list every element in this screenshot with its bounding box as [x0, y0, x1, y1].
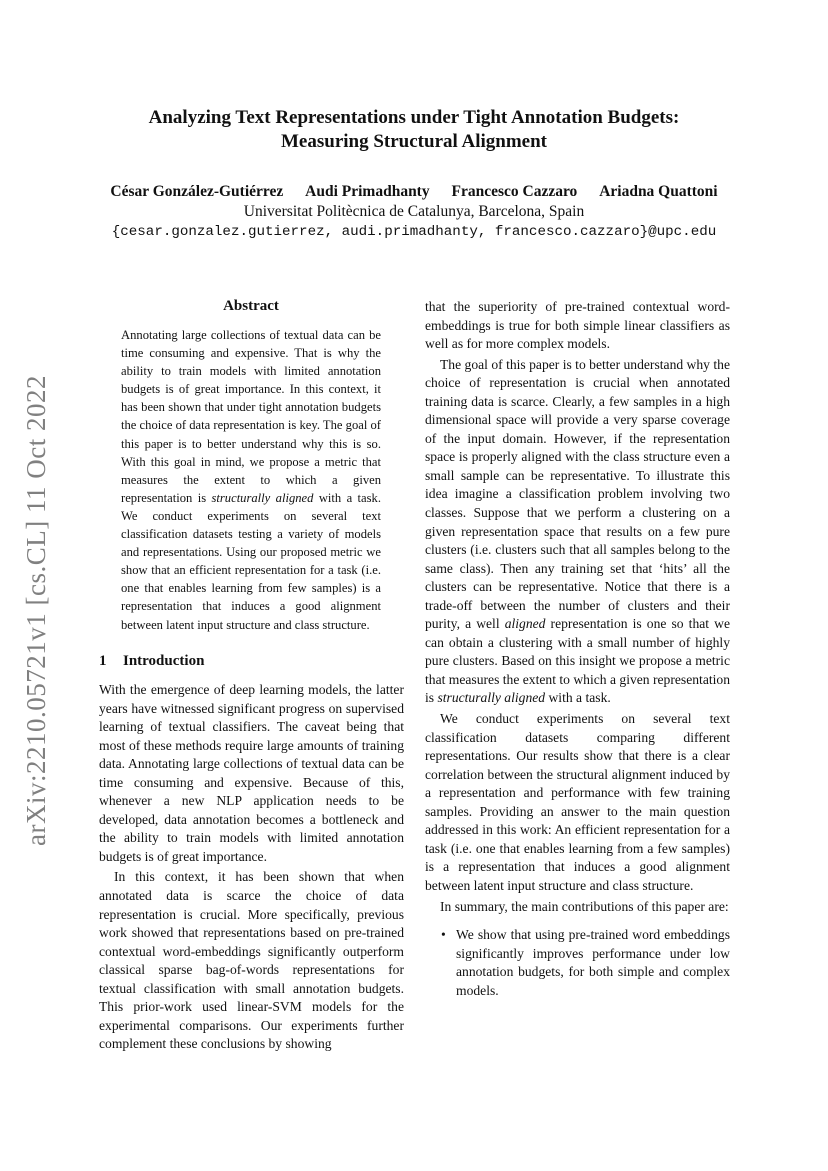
- paragraph-text: with a task.: [545, 690, 611, 706]
- paragraph-continuation: that the superiority of pre-trained contextual word-embeddings is true for both simple linear classifiers as well as for more complex models.: [425, 299, 730, 352]
- abstract-body: [121, 326, 381, 634]
- paragraph: With the emergence of deep learning models, the latter years have witnessed significant progress on supervised learning of textual classifiers. The caveat being that most of these methods require large amounts of training data. Annotating large collections of textual data can be time consuming and expensive. Because of this, whenever a new NLP application needs to be developed, data annotation becomes a bottleneck and the ability to train models with limited annotation budgets is of great importance.: [99, 682, 404, 864]
- paragraph: [425, 356, 730, 708]
- title-line-1: Analyzing Text Representations under Tight Annotation Budgets:: [148, 107, 680, 128]
- list-item-text: We show that using pre-trained word embeddings significantly improves performance under low annotation budgets, for both simple and complex models.: [456, 927, 730, 998]
- section-title: Introduction: [123, 653, 205, 669]
- author-name: Francesco Cazzaro: [451, 183, 578, 200]
- contribution-list: [425, 926, 730, 1000]
- section-number: 1: [99, 653, 107, 669]
- paragraph: We conduct experiments on several text classification datasets comparing different representations. Our results show that there is a clear correlation between the structural alignment induced by a representation and performance with few training samples. Providing an answer to the main question addressed in this work: An efficient representation for a task (i.e. one that enables learning from a few samples) is a representation that induces a good alignment between latent input structure and class structure.: [425, 711, 730, 893]
- abstract-heading: Abstract: [223, 298, 279, 314]
- right-column-body: [425, 298, 730, 1000]
- author-emails: {cesar.gonzalez.gutierrez, audi.primadhanty, francesco.cazzaro}@upc.edu: [111, 224, 717, 240]
- author-name: Audi Primadhanty: [305, 183, 430, 200]
- abstract-text: Annotating large collections of textual data can be time consuming and expensive. That is why the ability to train models with limited annotation budgets is of great importance. In this context, it has been shown that under tight annotation budgets the choice of data representation is key. The goal of this paper is to better understand why this is so. With this goal in mind, we propose a metric that measures the extent to which a given representation is: [121, 328, 381, 505]
- emphasis: aligned: [504, 616, 546, 632]
- arxiv-identifier: [12, 370, 60, 850]
- paragraph: In summary, the main contributions of this paper are:: [440, 898, 729, 914]
- bullet-marker: •: [441, 927, 446, 943]
- paragraph-text: representation is one so that we can obtain a clustering with a small number of highly pure clusters. Based on this insight we propose a metric that measures the extent to which a given representation is: [425, 616, 730, 706]
- emphasis: structurally aligned: [437, 690, 546, 706]
- author-name: César González-Gutiérrez: [110, 183, 284, 200]
- arxiv-identifier-text: arXiv:2210.05721v1 [cs.CL] 11 Oct 2022: [20, 374, 51, 846]
- author-name: Ariadna Quattoni: [599, 183, 718, 200]
- left-column-body: [99, 681, 404, 1054]
- title-line-2: Measuring Structural Alignment: [281, 131, 547, 152]
- abstract-text: with a task. We conduct experiments on several text classification datasets testing a variety of models and representations. Using our proposed metric we show that an efficient representation for a task (i.e. one that enables learning from few samples) is a representation that induces a good alignment between latent input structure and class structure.: [121, 490, 381, 632]
- author-list: [60, 182, 768, 202]
- paragraph-text: The goal of this paper is to better understand why the choice of representation is crucial when annotated training data is scarce. Clearly, a few samples in a high dimensional space will provide a very sparse coverage of the input domain. However, if the representation space is properly aligned with the class structure even a small sample can be representative. To illustrate this idea imagine a classification problem involving two classes. Suppose that we perform a clustering on a given representation space that results on a few pure clusters (i.e. clusters such that all samples belong to the same class). Then any training set that ‘hits’ all the clusters can be representative. Notice that there is a trade-off between the number of clusters and their purity, a well: [425, 356, 730, 632]
- paragraph: In this context, it has been shown that when annotated data is scarce the choice of data representation is crucial. More specifically, previous work showed that representations based on pre-trained contextual word-embeddings significantly outperform classical sparse bag-of-words representations for textual classification with small annotation budgets. This prior-work used linear-SVM models for the experimental comparisons. Our experiments further complement these conclusions by showing: [99, 869, 404, 1052]
- section-heading-introduction: [99, 651, 404, 671]
- paper-title: [80, 106, 748, 154]
- abstract-emphasis: structurally aligned: [211, 490, 314, 505]
- list-item: [425, 926, 730, 1000]
- affiliation: Universitat Politècnica de Catalunya, Barcelona, Spain: [243, 203, 585, 220]
